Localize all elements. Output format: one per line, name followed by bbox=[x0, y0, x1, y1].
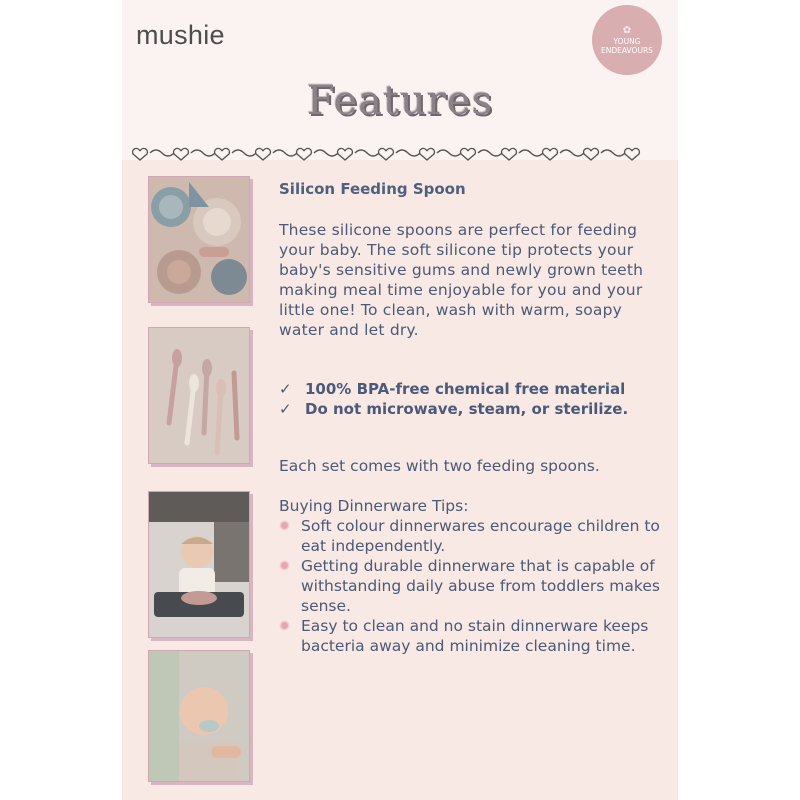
tip-text: Getting durable dinnerware that is capable of withstanding daily abuse from toddlers makes sense. bbox=[301, 557, 660, 615]
bullet-icon bbox=[281, 562, 288, 569]
tips-list bbox=[279, 516, 669, 656]
page-heading: Features bbox=[306, 78, 494, 124]
young-endeavours-badge bbox=[592, 5, 662, 75]
dinnerware-photo bbox=[148, 176, 250, 303]
heart-shapes bbox=[133, 148, 640, 160]
rabbit-icon: ✿ bbox=[622, 24, 632, 36]
tip-item bbox=[279, 556, 669, 616]
product-description: These silicone spoons are perfect for feeding your baby. The soft silicone tip protects your baby's sensitive gums and newly grown teeth making meal time enjoyable for you and your little one! To clean, wash with warm, soapy water and let dry. bbox=[279, 221, 644, 339]
brand-logo: mushie bbox=[136, 20, 225, 50]
tip-item bbox=[279, 516, 669, 556]
check-item bbox=[279, 379, 669, 399]
tip-text: Easy to clean and no stain dinnerware keeps bacteria away and minimize cleaning time. bbox=[301, 617, 649, 655]
check-text: Do not microwave, steam, or sterilize. bbox=[305, 400, 629, 418]
bullet-icon bbox=[281, 622, 288, 629]
checkmark-icon: ✓ bbox=[279, 400, 292, 418]
product-title: Silicon Feeding Spoon bbox=[279, 180, 466, 198]
checklist bbox=[279, 379, 669, 419]
badge-text: YOUNG ENDEAVOURS bbox=[601, 36, 653, 55]
tips-title: Buying Dinnerware Tips: bbox=[279, 497, 469, 515]
toddler-eating-photo bbox=[148, 491, 250, 638]
product-sheet bbox=[122, 0, 678, 800]
bullet-icon bbox=[281, 522, 288, 529]
baby-spoon-photo bbox=[148, 650, 250, 782]
set-note: Each set comes with two feeding spoons. bbox=[279, 457, 600, 475]
heart-divider bbox=[132, 143, 672, 163]
tip-text: Soft colour dinnerwares encourage children to eat independently. bbox=[301, 517, 660, 555]
spoons-photo bbox=[148, 327, 250, 464]
checkmark-icon: ✓ bbox=[279, 380, 292, 398]
check-text: 100% BPA-free chemical free material bbox=[305, 380, 626, 398]
check-item bbox=[279, 399, 669, 419]
tip-item bbox=[279, 616, 669, 656]
